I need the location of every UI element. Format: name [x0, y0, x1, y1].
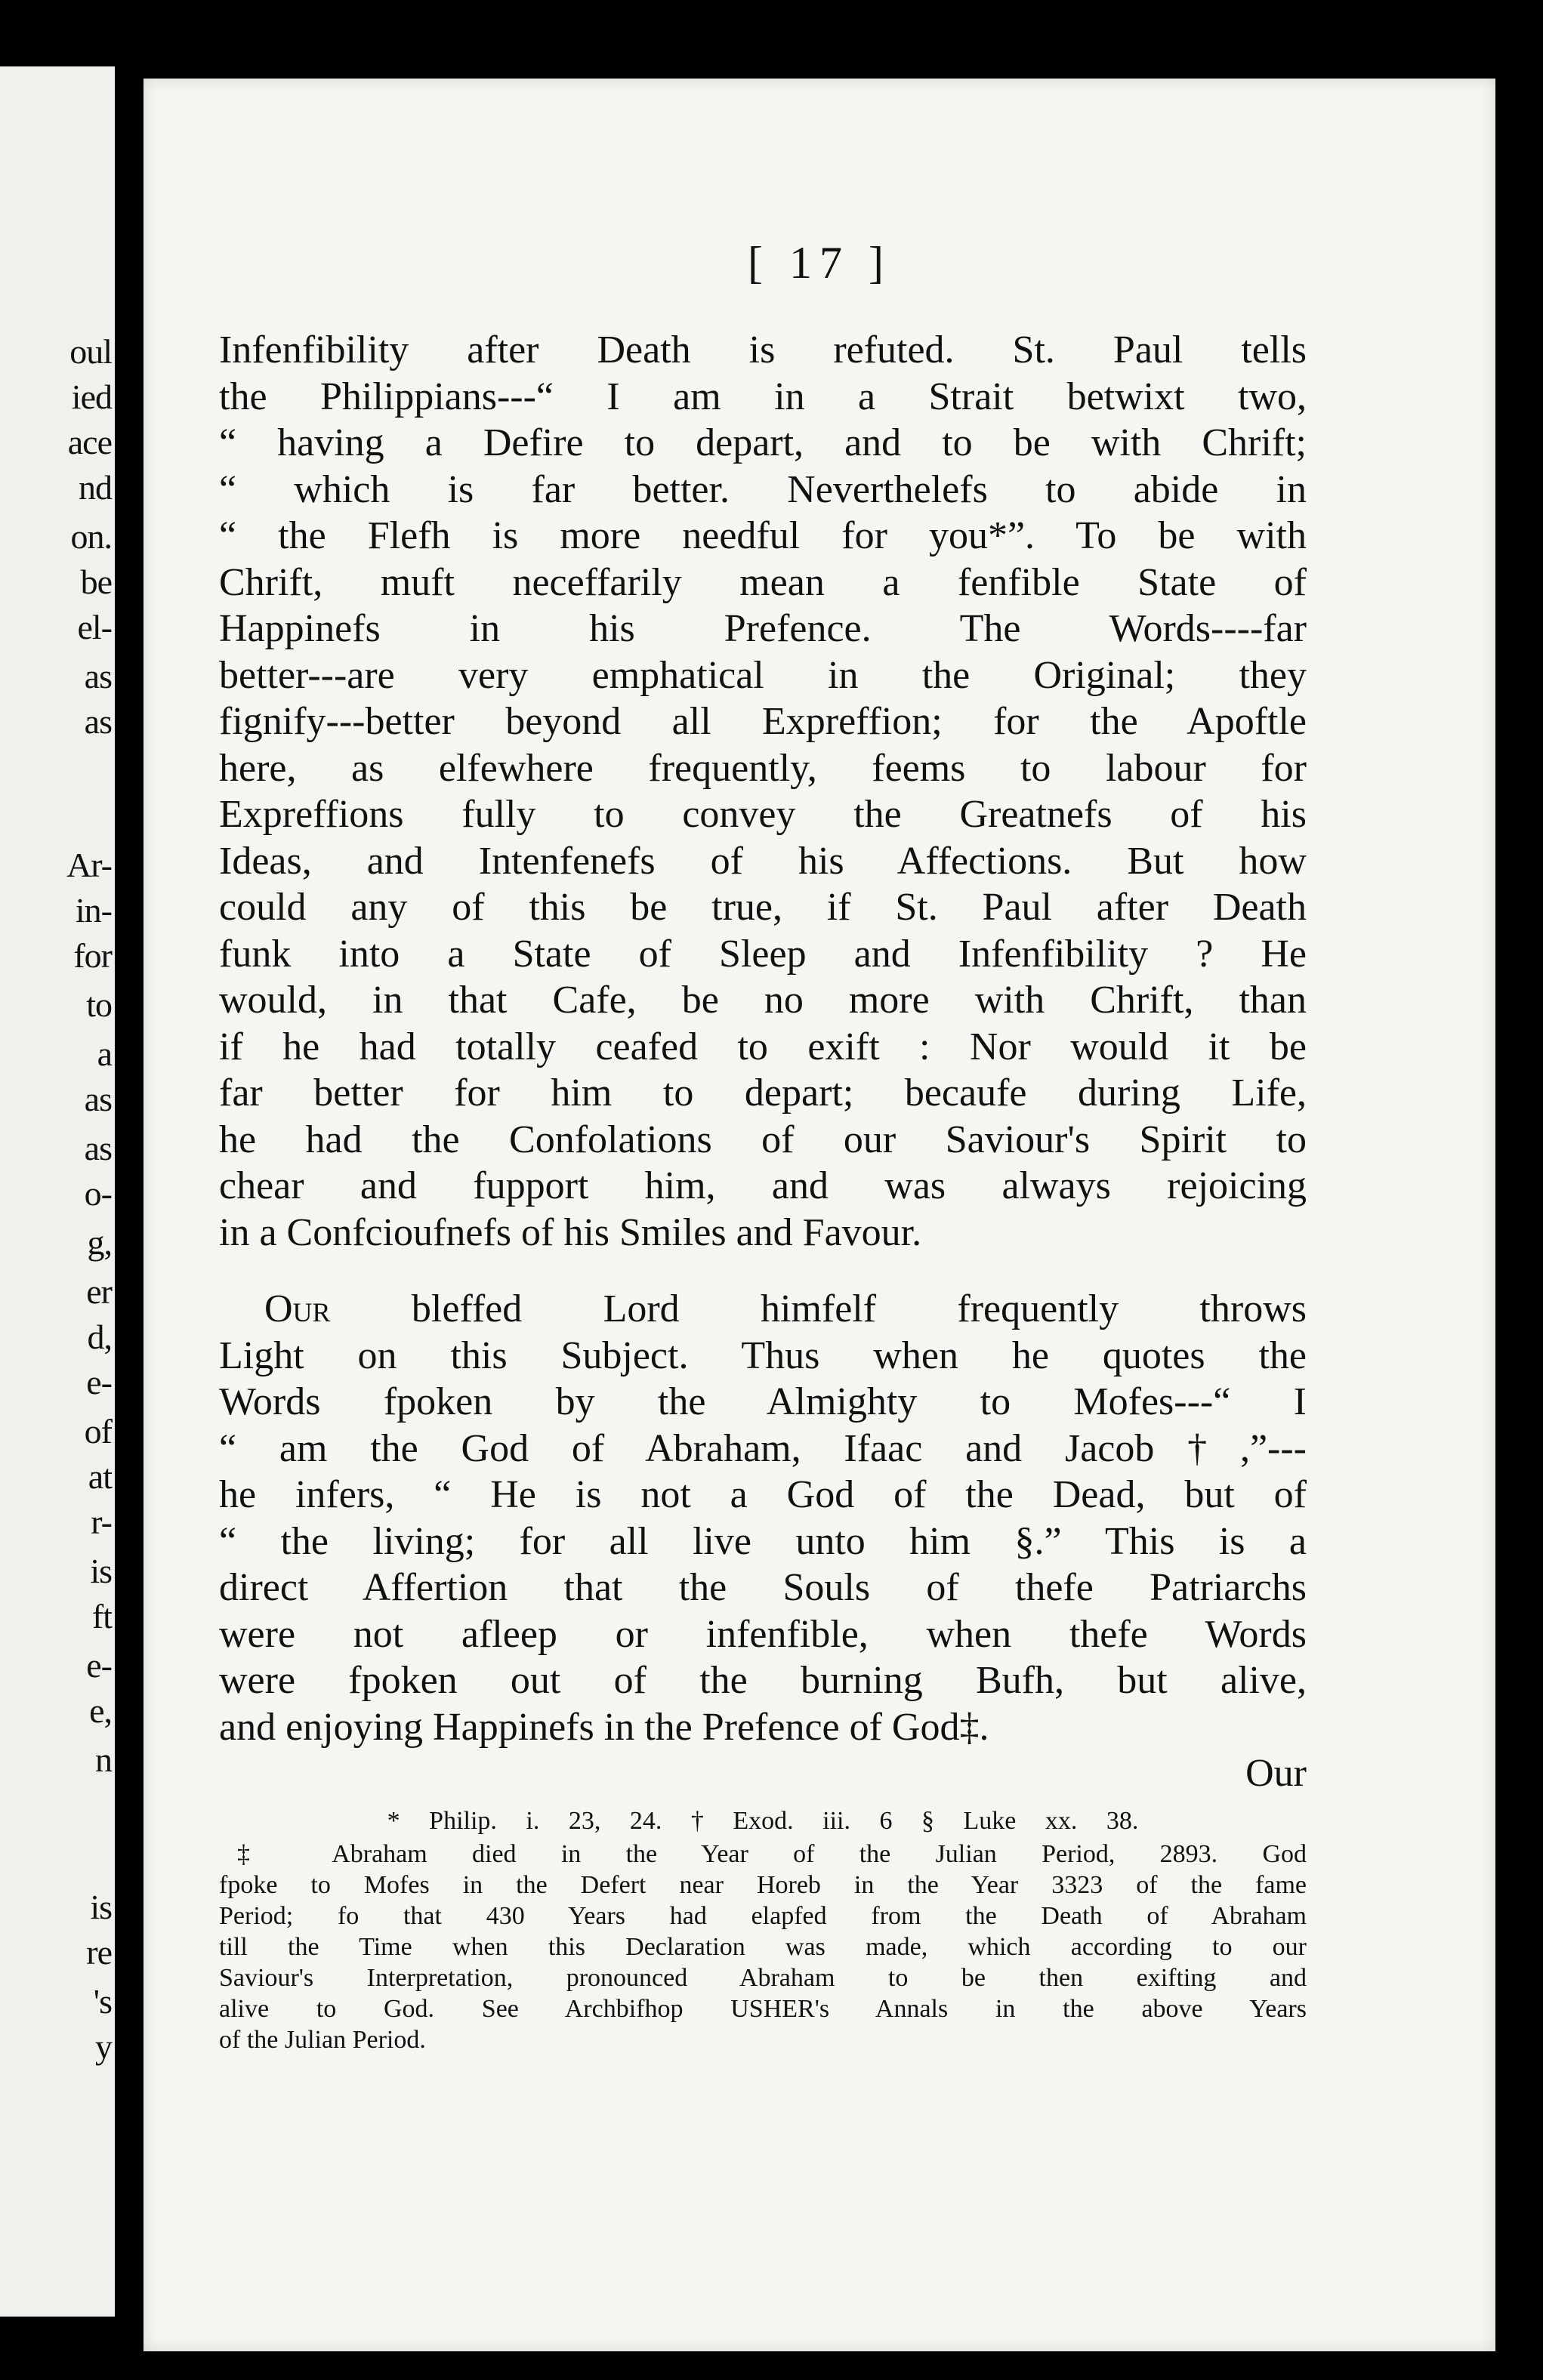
left-page-fragment: n: [95, 1740, 112, 1779]
text-line: Expreffions fully to convey the Greatnefs of his: [219, 793, 1307, 836]
text-line: and enjoying Happinefs in the Prefence of God‡.: [219, 1705, 989, 1749]
text-line: here, as elfewhere frequently, feems to labour for: [219, 746, 1307, 790]
left-page-fragment: at: [88, 1457, 112, 1496]
left-page-fragment: to: [86, 985, 112, 1024]
footnote-line: Saviour's Interpretation, pronounced Abraham to be then exifting and: [219, 1964, 1307, 1992]
left-page-fragment: as: [84, 657, 112, 695]
text-line: Light on this Subject. Thus when he quotes the: [219, 1333, 1307, 1377]
footnote-line: fpoke to Mofes in the Defert near Horeb in the Year 3323 of the fame: [219, 1871, 1307, 1899]
left-page-fragment: be: [80, 563, 112, 601]
left-facing-page-edge: [0, 66, 115, 2317]
text-line: “ which is far better. Neverthelefs to abide in: [219, 467, 1307, 511]
left-page-fragment: Ar-: [66, 846, 112, 884]
catchword: Our: [1245, 1752, 1307, 1795]
text-line: “ am the God of Abraham, Ifaac and Jacob†,”---: [219, 1426, 1307, 1470]
text-line: were not afleep or infenfible, when thefe Words: [219, 1612, 1307, 1656]
footnote-references: * Philip. i. 23, 24. † Exod. iii. 6 § Luke xx. 38.: [387, 1807, 1139, 1835]
left-page-fragment: e-: [86, 1646, 112, 1685]
left-page-fragment: d,: [87, 1318, 112, 1356]
text-line: if he had totally ceafed to exift : Nor would it be: [219, 1025, 1307, 1068]
left-page-fragment: nd: [79, 468, 112, 507]
left-page-fragment: y: [95, 2027, 112, 2066]
footnote-line: alive to God. See Archbifhop USHER's Annals in the above Years: [219, 1995, 1307, 2023]
left-page-fragment: er: [86, 1272, 112, 1311]
footnote-line: till the Time when this Declaration was made, which according to our: [219, 1933, 1307, 1961]
book-page: [143, 79, 1495, 2351]
book-gutter: [115, 0, 143, 2380]
text-line: he infers, “ He is not a God of the Dead, but of: [219, 1473, 1307, 1516]
page-number: [ 17 ]: [748, 238, 891, 288]
text-line: in a Confcioufnefs of his Smiles and Favour.: [219, 1210, 922, 1254]
footnote-line: Period; fo that 430 Years had elapfed from the Death of Abraham: [219, 1902, 1307, 1930]
text-line: “ having a Defire to depart, and to be with Chrift;: [219, 421, 1307, 464]
text-line: better---are very emphatical in the Original; they: [219, 653, 1307, 697]
footnote-line: ‡ Abraham died in the Year of the Julian Period, 2893. God: [237, 1840, 1307, 1868]
left-page-fragment: r-: [91, 1503, 112, 1541]
left-page-fragment: ft: [91, 1597, 112, 1635]
text-line: chear and fupport him, and was always rejoicing: [219, 1164, 1307, 1207]
text-line: fignify---better beyond all Expreffion; for the Apoftle: [219, 700, 1307, 743]
left-page-fragment: o-: [84, 1174, 112, 1213]
text-line: could any of this be true, if St. Paul after Death: [219, 886, 1307, 929]
left-page-fragment: on.: [70, 517, 112, 556]
left-page-fragment: ace: [67, 423, 112, 461]
text-line: Happinefs in his Prefence. The Words----far: [219, 607, 1307, 650]
text-line: far better for him to depart; becaufe during Life,: [219, 1071, 1307, 1114]
left-page-fragment: as: [84, 702, 112, 741]
left-page-fragment: as: [84, 1129, 112, 1167]
footnote-line: of the Julian Period.: [219, 2026, 426, 2054]
text-line: he had the Confolations of our Saviour's Spirit to: [219, 1118, 1307, 1161]
left-page-fragment: is: [90, 1552, 112, 1590]
text-line-rest: bleffed Lord himfelf frequently throws: [330, 1287, 1307, 1330]
text-line: [219, 1287, 1307, 1332]
left-page-fragment: re: [86, 1933, 112, 1972]
left-page-fragment: a: [97, 1034, 112, 1073]
text-line: Chrift, muft neceffarily mean a fenfible State of: [219, 560, 1307, 604]
left-page-fragment: as: [84, 1080, 112, 1118]
left-page-fragment: is: [90, 1888, 112, 1926]
left-page-fragment: el-: [77, 608, 112, 646]
text-line: “ the Flefh is more needful for you*”. To be with: [219, 514, 1307, 557]
left-page-fragment: of: [84, 1412, 112, 1451]
left-page-fragment: 's: [93, 1982, 112, 2021]
left-page-fragment: in-: [75, 891, 112, 929]
left-page-fragment: for: [73, 936, 112, 975]
text-line: funk into a State of Sleep and Infenfibility ? He: [219, 932, 1307, 976]
left-page-fragment: g,: [87, 1223, 112, 1262]
text-line: Words fpoken by the Almighty to Mofes---“ I: [219, 1380, 1307, 1423]
text-line: the Philippians---“ I am in a Strait betwixt two,: [219, 375, 1307, 418]
text-line: Ideas, and Intenfenefs of his Affections. But how: [219, 839, 1307, 883]
text-line: were fpoken out of the burning Bufh, but alive,: [219, 1659, 1307, 1702]
left-page-fragment: e-: [86, 1363, 112, 1401]
left-page-fragment: ied: [71, 378, 112, 416]
small-caps-word: Our: [264, 1287, 331, 1330]
left-page-fragment: e,: [89, 1691, 112, 1730]
text-line: would, in that Cafe, be no more with Chrift, than: [219, 979, 1307, 1022]
left-page-fragment: oul: [69, 332, 112, 371]
text-line: Infenfibility after Death is refuted. St. Paul tells: [219, 328, 1307, 371]
text-line: “ the living; for all live unto him §.” This is a: [219, 1519, 1307, 1563]
text-line: direct Affertion that the Souls of thefe Patriarchs: [219, 1566, 1307, 1609]
